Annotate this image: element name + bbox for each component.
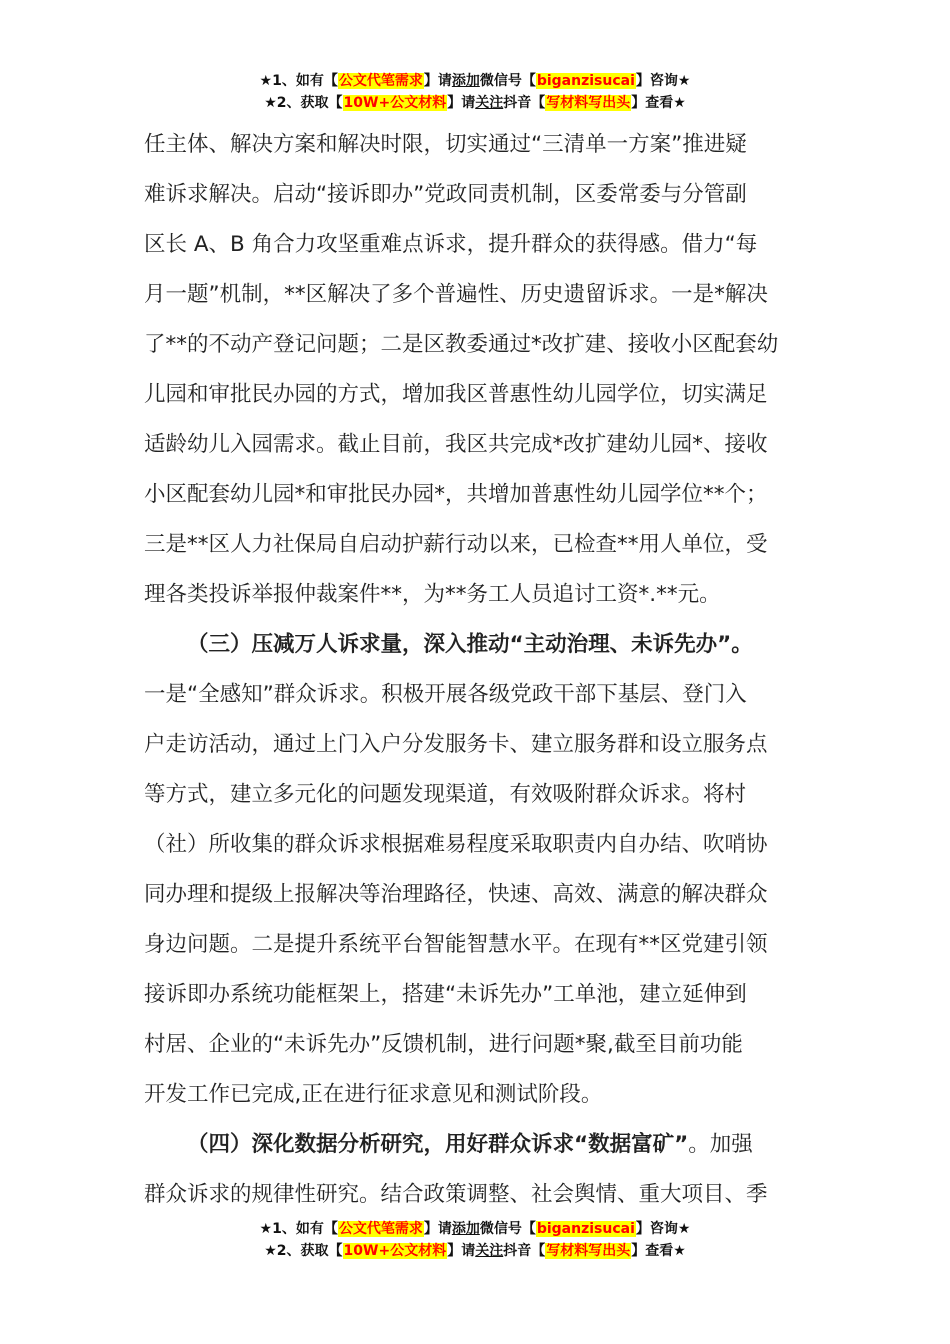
heading-4-tail: 。加强 — [688, 1132, 753, 1157]
body-line: 一是“全感知”群众诉求。积极开展各级党政干部下基层、登门入 — [144, 682, 747, 707]
body-line: 开发工作已完成,正在进行征求意见和测试阶段。 — [144, 1082, 603, 1107]
body-line: 户走访活动，通过上门入户分发服务卡、建立服务群和设立服务点 — [144, 732, 768, 757]
body-line: 村居、企业的“未诉先办”反馈机制，进行问题*聚,截至目前功能 — [144, 1032, 743, 1057]
body-line: 任主体、解决方案和解决时限，切实通过“三清单一方案”推进疑 — [144, 132, 747, 157]
body-line: 适龄幼儿入园需求。截止目前，我区共完成*改扩建幼儿园*、接收 — [144, 432, 768, 457]
body-line: 小区配套幼儿园*和审批民办园*，共增加普惠性幼儿园学位**个； — [144, 482, 768, 507]
top-banner — [0, 70, 950, 114]
body-line: 月一题”机制，**区解决了多个普遍性、历史遗留诉求。一是*解决 — [144, 282, 768, 307]
body-line: 儿园和审批民办园的方式，增加我区普惠性幼儿园学位，切实满足 — [144, 382, 768, 407]
body-line: 难诉求解决。启动“接诉即办”党政同责机制，区委常委与分管副 — [144, 182, 747, 207]
section-heading-3: （三）压减万人诉求量，深入推动“主动治理、未诉先办”。 — [187, 632, 753, 657]
highlight-service: 公文代笔需求 — [338, 1221, 423, 1237]
body-line: （社）所收集的群众诉求根据难易程度采取职责内自办结、吹哨协 — [144, 832, 768, 857]
highlight-wechat-id: biganzisucai — [536, 73, 635, 89]
highlight-douyin: 写材料写出头 — [546, 1243, 631, 1259]
highlight-wechat-id: biganzisucai — [536, 1221, 635, 1237]
section-heading-4: （四）深化数据分析研究，用好群众诉求“数据富矿” — [187, 1132, 689, 1157]
body-line: 接诉即办系统功能框架上，搭建“未诉先办”工单池，建立延伸到 — [144, 982, 747, 1007]
highlight-douyin: 写材料写出头 — [546, 95, 631, 111]
body-line: 群众诉求的规律性研究。结合政策调整、社会舆情、重大项目、季 — [144, 1182, 768, 1207]
highlight-materials: 10W+公文材料 — [343, 1243, 447, 1259]
bottom-banner — [0, 1218, 950, 1262]
highlight-service: 公文代笔需求 — [338, 73, 423, 89]
body-line: 理各类投诉举报仲裁案件**，为**务工人员追讨工资*.**元。 — [144, 582, 721, 607]
body-line: 了**的不动产登记问题；二是区教委通过*改扩建、接收小区配套幼 — [144, 332, 779, 357]
body-line: 身边问题。二是提升系统平台智能智慧水平。在现有**区党建引领 — [144, 932, 768, 957]
document-body — [144, 120, 808, 1220]
banner-line-1: ★1、如有【公文代笔需求】请添加微信号【biganzisucai】咨询★ — [259, 1221, 691, 1237]
banner-line-2: ★2、获取【10W+公文材料】请关注抖音【写材料写出头】查看★ — [264, 1243, 686, 1259]
body-line: 区长 A、B 角合力攻坚重难点诉求，提升群众的获得感。借力“每 — [144, 232, 758, 257]
banner-line-1: ★1、如有【公文代笔需求】请添加微信号【biganzisucai】咨询★ — [259, 73, 691, 89]
body-line: 同办理和提级上报解决等治理路径，快速、高效、满意的解决群众 — [144, 882, 768, 907]
body-line: 三是**区人力社保局自启动护薪行动以来，已检查**用人单位，受 — [144, 532, 768, 557]
body-line: 等方式，建立多元化的问题发现渠道，有效吸附群众诉求。将村 — [144, 782, 747, 807]
highlight-materials: 10W+公文材料 — [343, 95, 447, 111]
banner-line-2: ★2、获取【10W+公文材料】请关注抖音【写材料写出头】查看★ — [264, 95, 686, 111]
section-heading-4-line — [144, 1120, 808, 1170]
